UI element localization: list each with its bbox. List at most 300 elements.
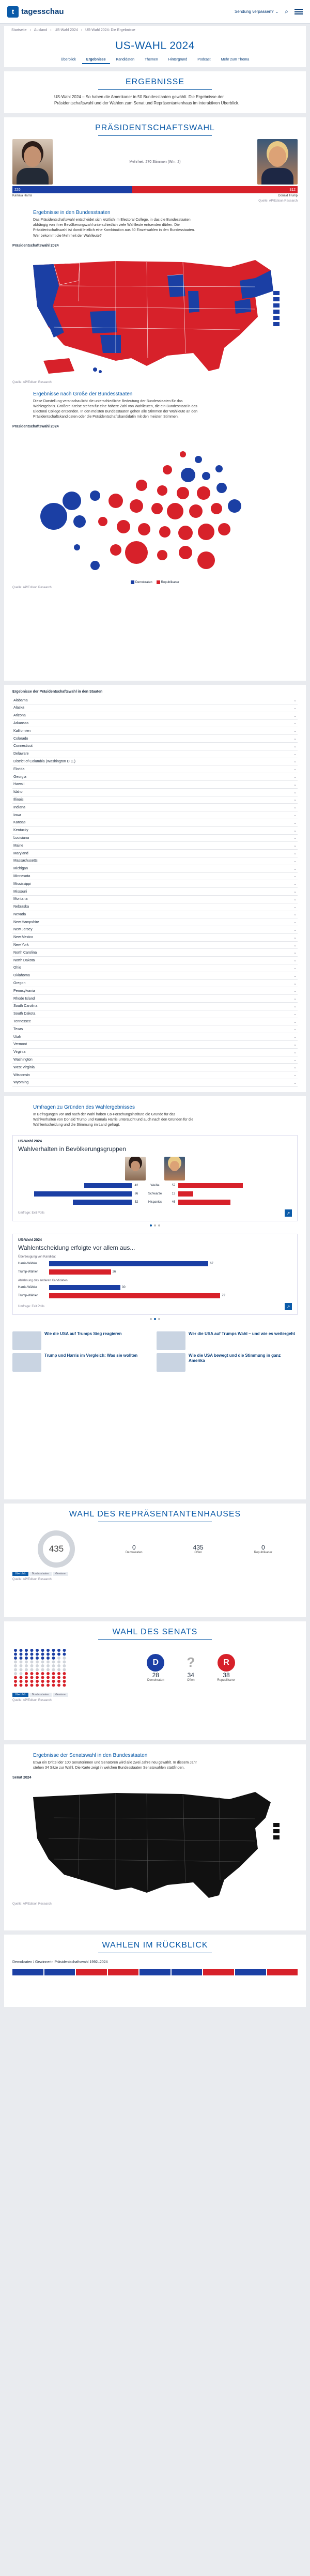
state-bubble[interactable] (117, 520, 130, 533)
state-name: Oklahoma (13, 974, 30, 978)
state-row[interactable] (12, 804, 298, 811)
history-segment (235, 1969, 266, 1975)
state-bubble[interactable] (90, 490, 100, 501)
chevron-down-icon: ⌄ (293, 966, 297, 970)
polls-text: In Befragungen vor und nach der Wahl haben Co-Forschungsinstitute die Gründe für das Wahlverhalten von Donald Trump und Kamala Harris untersucht und auch nach den Gründen für die Wahlentscheidung und die Stimmung im Land gefragt. (33, 1112, 194, 1127)
chevron-down-icon: ⌄ (293, 814, 297, 818)
chevron-down-icon: ⌄ (293, 936, 297, 940)
polls-card (4, 1096, 306, 1499)
state-bubble[interactable] (216, 483, 227, 493)
state-name: Washington (13, 1058, 33, 1062)
page-title: US-WAHL 2024 (115, 40, 195, 52)
history-segment (140, 1969, 171, 1975)
state-name: New Jersey (13, 928, 33, 932)
rep-bar (132, 186, 298, 193)
legend-rep: Republikaner (157, 580, 179, 584)
state-bubble[interactable] (151, 503, 163, 514)
state-row[interactable] (12, 1079, 298, 1087)
poll-group-label: Überzeugung von Kandidat (18, 1255, 56, 1259)
states-map-title: Präsidentschaftswahl 2024 (12, 243, 59, 248)
senate-dem: D 28 Demokraten (147, 1654, 164, 1682)
tab-senate-overview[interactable]: Überblick (12, 1693, 28, 1697)
state-row[interactable] (12, 942, 298, 949)
state-bubble[interactable] (211, 503, 222, 514)
state-bubble[interactable] (195, 456, 202, 463)
state-name: Mississippi (13, 882, 31, 886)
state-row[interactable] (12, 850, 298, 857)
chevron-down-icon: ⌄ (293, 729, 297, 733)
senate-rep: R 38 Republikaner (217, 1654, 235, 1682)
chevron-down-icon: ⌄ (293, 790, 297, 794)
chevron-down-icon: ⌄ (293, 882, 297, 886)
state-row[interactable] (12, 911, 298, 919)
senate-heading: WAHL DES SENATS (112, 1627, 198, 1636)
state-name: Vermont (13, 1042, 27, 1047)
state-name: Wisconsin (13, 1073, 30, 1077)
state-row[interactable] (12, 1041, 298, 1049)
bubbles-text: Diese Darstellung veranschaulicht die unterschiedliche Bedeutung der Bundesstaaten für das Wahlergebnis. Größere Kreise stehen für eine höhere Zahl von Wahlleuten, die ein Bundesstaat in das Electoral College entsenden. In den meisten Bundesstaaten gehen alle Stimmen der Wahlleute an den Präsidentschaftskandidaten oder die Präsidentschaftskandidatin mit den meisten Stimmen. (33, 399, 198, 419)
history-segment (108, 1969, 139, 1975)
state-name: Oregon (13, 982, 26, 986)
state-name: Ohio (13, 966, 21, 970)
state-name: Maine (13, 844, 24, 848)
state-name: Montana (13, 897, 28, 901)
state-bubble[interactable] (163, 465, 172, 474)
electoral-vote-bar (12, 186, 298, 193)
state-bubble[interactable] (138, 523, 150, 535)
chevron-down-icon: ⌄ (293, 844, 297, 848)
chevron-down-icon: ⌄ (293, 989, 297, 993)
tab-podcast[interactable]: Podcast (197, 58, 211, 62)
house-open: 435 Offen (193, 1543, 204, 1554)
chevron-down-icon: ⌄ (293, 806, 297, 810)
state-name: Alaska (13, 706, 25, 710)
state-row[interactable] (12, 995, 298, 1003)
state-bubble[interactable] (197, 551, 215, 569)
state-name: South Dakota (13, 1012, 36, 1016)
state-bubble[interactable] (218, 523, 230, 535)
chevron-down-icon: ⌄ (293, 875, 297, 879)
history-segment (44, 1969, 75, 1975)
dem-bar (12, 186, 132, 193)
senate-map[interactable] (12, 1782, 302, 1900)
chevron-down-icon: ⌄ (293, 783, 297, 787)
tab-senate-gains[interactable]: Gewinne (53, 1693, 68, 1697)
state-row[interactable] (12, 704, 298, 712)
chevron-down-icon: ⌄ (293, 722, 297, 726)
bubbles-heading: Ergebnisse nach Größe der Bundesstaaten (33, 391, 133, 397)
chevron-down-icon: ⌄ (293, 1066, 297, 1070)
state-bubble[interactable] (110, 544, 121, 556)
history-segment (76, 1969, 107, 1975)
chevron-down-icon: ⌄ (293, 699, 297, 703)
state-box[interactable] (273, 303, 280, 308)
brand-name: tagesschau (21, 7, 64, 16)
state-name: Virginia (13, 1050, 26, 1054)
state-name: Georgia (13, 775, 26, 779)
state-name: Massachusetts (13, 859, 38, 863)
chevron-down-icon: ⌄ (293, 852, 297, 856)
rep-name: Donald Trump (278, 194, 298, 198)
chevron-down-icon: ⌄ (293, 1081, 297, 1085)
state-name: Rhode Island (13, 996, 35, 1001)
senate-map-card (4, 1744, 306, 1930)
state-bubble[interactable] (189, 504, 203, 518)
logo-icon: t (7, 6, 19, 18)
house-rep: 0 Republikaner (254, 1543, 272, 1554)
state-row[interactable] (12, 857, 298, 865)
state-name: Nevada (13, 912, 26, 916)
state-name: Missouri (13, 890, 27, 894)
state-box[interactable] (273, 310, 280, 314)
state-name: Hawaii (13, 783, 25, 787)
state-name: Arizona (13, 714, 26, 718)
state-bubble[interactable] (98, 517, 107, 526)
state-row[interactable] (12, 926, 298, 934)
dem-votes: 226 (14, 188, 21, 192)
state-bubble[interactable] (157, 485, 167, 496)
state-name: New Mexico (13, 936, 34, 940)
state-name: South Carolina (13, 1004, 38, 1008)
senate-source: Quelle: AP/Edison Research (12, 1698, 52, 1702)
state-row[interactable] (12, 720, 298, 728)
state-name: Texas (13, 1027, 23, 1031)
state-bubble[interactable] (167, 503, 183, 519)
state-row[interactable] (12, 765, 298, 773)
chevron-down-icon: ⌄ (293, 737, 297, 741)
state-row[interactable] (12, 865, 298, 873)
state-row[interactable] (12, 827, 298, 835)
state-name: Kentucky (13, 829, 28, 833)
state-row[interactable] (12, 743, 298, 750)
tab-house-overview[interactable]: Überblick (12, 1572, 28, 1576)
house-dem: 0 Demokraten (125, 1543, 143, 1554)
state-bubble[interactable] (178, 526, 193, 540)
state-bubble[interactable] (130, 499, 143, 513)
state-name: Utah (13, 1035, 21, 1039)
state-bubble[interactable] (125, 541, 148, 564)
breadcrumb-item[interactable]: US-Wahl 2024 (54, 28, 78, 32)
history-bar (12, 1969, 298, 1975)
tab-house-states[interactable]: Bundesstaaten (29, 1572, 52, 1576)
state-name: Kansas (13, 821, 26, 825)
breadcrumb: Startseite › Ausland › US-Wahl 2024 › US-Wahl 2024: Die Ergebnisse (4, 26, 306, 35)
chevron-down-icon: ⌄ (293, 867, 297, 871)
state-row[interactable] (12, 980, 298, 988)
poll-row: Trump-Wähler 26 (18, 1270, 116, 1274)
rep-votes: 312 (289, 188, 296, 192)
section-tabs (4, 56, 306, 64)
search-icon[interactable]: ⌕ (285, 8, 288, 15)
tab-topics[interactable]: Themen (145, 58, 158, 62)
senate-map-source: Quelle: AP/Edison Research (12, 1903, 52, 1906)
site-header (0, 0, 310, 24)
state-row[interactable] (12, 835, 298, 842)
state-row[interactable] (12, 789, 298, 796)
state-row[interactable] (12, 949, 298, 957)
us-results-map[interactable] (12, 250, 302, 379)
state-name: Delaware (13, 752, 29, 756)
state-bubble[interactable] (73, 515, 86, 528)
house-heading: WAHL DES REPRÄSENTANTENHAUSES (69, 1509, 241, 1519)
state-row[interactable] (12, 888, 298, 896)
carousel-dots[interactable] (12, 1224, 298, 1226)
state-row[interactable] (12, 750, 298, 758)
poll-row: Harris-Wähler 30 (18, 1286, 126, 1290)
history-card (4, 1935, 306, 2007)
state-row[interactable] (12, 964, 298, 972)
state-name: Florida (13, 767, 25, 771)
president-heading: PRÄSIDENTSCHAFTSWAHL (95, 124, 215, 133)
state-name: Idaho (13, 790, 23, 794)
state-row[interactable] (12, 796, 298, 804)
chevron-down-icon: ⌄ (293, 706, 297, 710)
harris-photo (12, 139, 53, 185)
state-name: Iowa (13, 813, 21, 817)
teaser[interactable]: Trump und Harris im Vergleich: Was sie wollten (12, 1353, 153, 1372)
state-bubble[interactable] (180, 451, 186, 457)
state-row[interactable] (12, 903, 298, 911)
state-row[interactable] (12, 781, 298, 789)
polls-heading: Umfragen zu Gründen des Wahlergebnisses (33, 1104, 135, 1110)
teaser[interactable]: Wie die USA bewegt und die Stimmung in ganz Amerika (157, 1353, 298, 1372)
state-row[interactable] (12, 957, 298, 964)
state-bubble[interactable] (159, 526, 171, 538)
poll-row: 86 Schwarze 13 (18, 1191, 292, 1197)
chevron-down-icon: ⌄ (293, 921, 297, 925)
state-row[interactable] (12, 1025, 298, 1033)
tab-house-gains[interactable]: Gewinne (53, 1572, 68, 1576)
history-segment (203, 1969, 234, 1975)
chevron-down-icon: ⌄ (293, 821, 297, 825)
state-row[interactable] (12, 873, 298, 881)
state-name: Arkansas (13, 721, 29, 725)
chevron-down-icon: ⌄ (293, 744, 297, 748)
poll-row: Trump-Wähler 72 (18, 1294, 225, 1298)
history-segment (12, 1969, 43, 1975)
state-name: North Carolina (13, 950, 37, 955)
chevron-down-icon: ⌄ (293, 890, 297, 894)
carousel-dots[interactable] (12, 1318, 298, 1320)
tab-candidates[interactable]: Kandidaten (116, 58, 135, 62)
state-box[interactable] (273, 322, 280, 326)
state-name: District of Columbia (Washington D.C.) (13, 759, 75, 763)
chevron-down-icon: ⌄ (293, 1042, 297, 1047)
state-bubble[interactable] (198, 524, 214, 540)
harris-thumb (125, 1157, 146, 1180)
state-name: Connecticut (13, 744, 33, 748)
state-row[interactable] (12, 819, 298, 827)
page-title-section (4, 35, 306, 67)
chevron-down-icon: ⌄ (275, 9, 279, 14)
teaser[interactable]: Wer die USA auf Trumps Wahl – und wie es weitergeht (157, 1331, 298, 1350)
chevron-down-icon: ⌄ (293, 897, 297, 901)
poll-label-2: US-Wahl 2024 (18, 1238, 42, 1243)
state-row[interactable] (12, 811, 298, 819)
chevron-down-icon: ⌄ (293, 1058, 297, 1062)
poll-label: US-Wahl 2024 (18, 1140, 42, 1144)
state-bubble[interactable] (177, 487, 189, 499)
brand-logo[interactable] (7, 6, 64, 18)
state-name: Louisiana (13, 836, 29, 840)
results-intro (4, 71, 306, 113)
state-name: Michigan (13, 867, 28, 871)
poll-group-label: Ablehnung des anderen Kandidaten (18, 1279, 68, 1283)
state-name: Illinois (13, 798, 24, 802)
senate-map-text: Etwa ein Drittel der 100 Senatorinnen und Senatoren wird alle zwei Jahre neu gewählt. In diesem Jahr stehen 34 Sitze zur Wahl. Die Karte zeigt in welchen Bundesstaaten Senatswahlen stattfinden. (33, 1760, 197, 1770)
state-name: Minnesota (13, 874, 30, 878)
bubbles-title: Präsidentschaftswahl 2024 (12, 425, 59, 429)
chevron-down-icon: ⌄ (293, 1035, 297, 1039)
senate-seat-grid (12, 1647, 69, 1689)
state-box[interactable] (273, 291, 280, 295)
state-name: North Dakota (13, 958, 35, 962)
chevron-down-icon: ⌄ (293, 1050, 297, 1054)
state-row[interactable] (12, 896, 298, 903)
chevron-down-icon: ⌄ (293, 943, 297, 947)
states-accordion (12, 697, 298, 1087)
state-name: Pennsylvania (13, 989, 35, 993)
missed-label: Sendung verpassen? (234, 9, 274, 14)
state-row[interactable] (12, 1010, 298, 1018)
poll-title: Wahlverhalten in Bevölkerungsgruppen (18, 1145, 127, 1153)
breadcrumb-item[interactable]: Startseite (11, 28, 27, 32)
chevron-down-icon: ⌄ (293, 951, 297, 955)
tab-overview[interactable]: Überblick (60, 58, 76, 62)
chevron-down-icon: ⌄ (293, 1004, 297, 1008)
state-row[interactable] (12, 1049, 298, 1056)
house-card (4, 1504, 306, 1617)
state-bubble[interactable] (136, 480, 147, 491)
legend-dem: Demokraten (131, 580, 152, 584)
state-row[interactable] (12, 1071, 298, 1079)
state-row[interactable] (12, 1003, 298, 1010)
chevron-down-icon: ⌄ (293, 760, 297, 764)
chevron-down-icon: ⌄ (293, 1020, 297, 1024)
state-row[interactable] (12, 712, 298, 720)
poll-row: 52 Hispanics 46 (18, 1199, 292, 1205)
state-row[interactable] (12, 880, 298, 888)
state-row[interactable] (12, 727, 298, 735)
trump-photo (257, 139, 298, 185)
map-source: Quelle: AP/Edison Research (12, 380, 52, 384)
state-bubble[interactable] (74, 544, 80, 550)
chevron-down-icon: ⌄ (293, 768, 297, 772)
state-name: New York (13, 943, 29, 947)
results-heading: ERGEBNISSE (125, 78, 185, 86)
history-segment (172, 1969, 203, 1975)
state-row[interactable] (12, 972, 298, 980)
menu-icon[interactable] (295, 9, 303, 14)
senate-card (4, 1621, 306, 1740)
chevron-down-icon: ⌄ (293, 798, 297, 802)
state-bubble[interactable] (202, 472, 210, 480)
related-tiles (12, 1331, 298, 1372)
tab-senate-states[interactable]: Bundesstaaten (29, 1693, 52, 1697)
state-row[interactable] (12, 842, 298, 850)
tab-more[interactable]: Mehr zum Thema (221, 58, 250, 62)
chevron-down-icon: ⌄ (293, 1028, 297, 1032)
bubble-source: Quelle: AP/Edison Research (12, 586, 52, 590)
results-intro-text: US-Wahl 2024 – So haben die Amerikaner in 50 Bundesstaaten gewählt. Die Ergebnisse der Präsidentschaftswahl und der Wahlen zum Senat und Repräsentantenhaus im interaktiven Überblick. (54, 95, 240, 105)
senate-map-heading: Ergebnisse der Senatswahl in den Bundesstaaten (33, 1752, 148, 1758)
chevron-down-icon: ⌄ (293, 982, 297, 986)
poll-source: Umfrage: Exit Polls (18, 1212, 45, 1215)
state-row[interactable] (12, 934, 298, 942)
dem-name: Kamala Harris (12, 194, 33, 198)
teaser[interactable]: Wie die USA auf Trumps Sieg reagieren (12, 1331, 153, 1350)
state-bubble[interactable] (228, 499, 241, 513)
history-segment (267, 1969, 298, 1975)
tab-background[interactable]: Hintergrund (168, 58, 188, 62)
chevron-down-icon: ⌄ (293, 959, 297, 963)
state-name: Alabama (13, 698, 28, 702)
state-bubble[interactable] (63, 492, 81, 510)
majority-note: Mehrheit: 270 Stimmen (Wm: 2) (129, 160, 181, 164)
breadcrumb-item[interactable]: Ausland (34, 28, 48, 32)
poll-row: 42 Weiße 57 (18, 1183, 292, 1189)
state-name: Tennessee (13, 1020, 31, 1024)
share-icon[interactable]: ↗ (285, 1303, 292, 1310)
state-bubble[interactable] (109, 494, 123, 508)
share-icon[interactable]: ↗ (285, 1209, 292, 1217)
state-row[interactable] (12, 758, 298, 766)
state-bubble[interactable] (181, 468, 195, 482)
chevron-down-icon: ⌄ (293, 997, 297, 1001)
state-row[interactable] (12, 735, 298, 743)
state-row[interactable] (12, 773, 298, 781)
history-heading: WAHLEN IM RÜCKBLICK (102, 1940, 208, 1950)
tab-results[interactable]: Ergebnisse (82, 56, 110, 64)
source-note: Quelle: AP/Edison Research (258, 200, 298, 203)
state-row[interactable] (12, 1018, 298, 1026)
trump-thumb (164, 1157, 185, 1180)
state-row[interactable] (12, 918, 298, 926)
states-list-card (4, 685, 306, 1092)
state-name: New Hampshire (13, 920, 39, 924)
chevron-down-icon: ⌄ (293, 928, 297, 932)
chevron-down-icon: ⌄ (293, 859, 297, 863)
poll-card-motive (12, 1234, 298, 1315)
state-row[interactable] (12, 1064, 298, 1071)
state-bubble[interactable] (40, 503, 67, 530)
house-source: Quelle: AP/Edison Research (12, 1577, 52, 1581)
state-row[interactable] (12, 1033, 298, 1041)
state-bubble[interactable] (90, 561, 100, 570)
state-bubble[interactable] (157, 550, 167, 560)
chevron-down-icon: ⌄ (293, 1074, 297, 1078)
states-list-heading: Ergebnisse der Präsidentschaftswahl in den Staaten (12, 690, 103, 694)
state-bubble[interactable] (197, 486, 210, 500)
history-subtitle: Demokraten / Gewinnerin Präsidentschaftswahl 1992–2024 (12, 1960, 108, 1964)
chevron-down-icon: ⌄ (293, 1012, 297, 1016)
state-box[interactable] (273, 316, 280, 320)
state-name: Wyoming (13, 1081, 29, 1085)
state-row[interactable] (12, 987, 298, 995)
chevron-down-icon: ⌄ (293, 905, 297, 909)
state-bubble[interactable] (179, 546, 192, 559)
house-tabs (12, 1572, 298, 1576)
poll-row: Harris-Wähler 67 (18, 1262, 213, 1266)
state-row[interactable] (12, 697, 298, 704)
state-row[interactable] (12, 1056, 298, 1064)
state-bubble[interactable] (215, 465, 223, 472)
chevron-down-icon: ⌄ (293, 974, 297, 978)
bubble-chart[interactable] (12, 428, 302, 578)
chevron-down-icon: ⌄ (293, 752, 297, 756)
missed-broadcast-link[interactable] (235, 9, 278, 14)
state-box[interactable] (273, 297, 280, 301)
